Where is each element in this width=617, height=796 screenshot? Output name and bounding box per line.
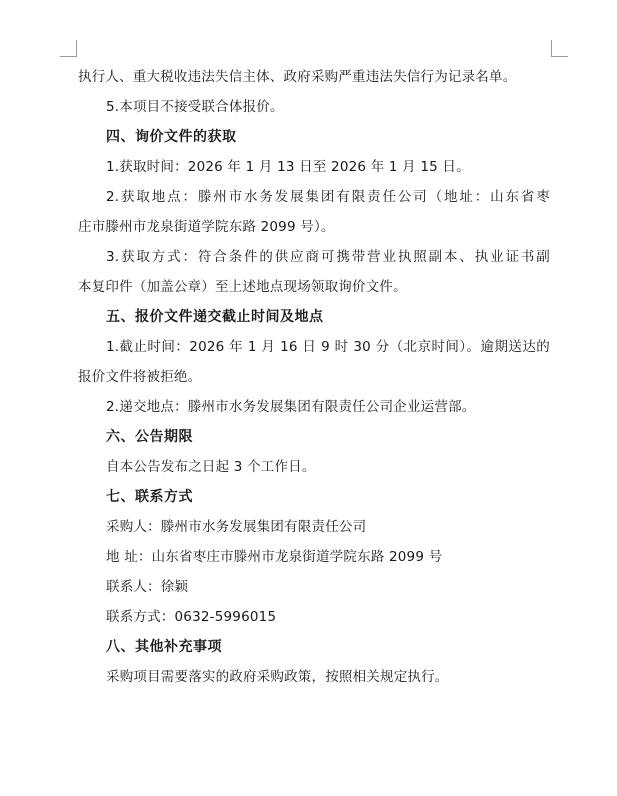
- section-heading: 八、其他补充事项: [106, 639, 222, 655]
- document-body: [78, 62, 550, 692]
- paragraph-line: 自本公告发布之日起 3 个工作日。: [106, 459, 316, 475]
- paragraph-line: 报价文件将被拒绝。: [78, 369, 202, 385]
- paragraph-line: 本复印件（加盖公章）至上述地点现场领取询价文件。: [78, 279, 407, 295]
- contact-person: 联系人：徐颖: [106, 579, 189, 595]
- paragraph-line: 3.获取方式：符合条件的供应商可携带营业执照副本、执业证书副: [106, 249, 550, 265]
- paragraph-line: 2.递交地点：滕州市水务发展集团有限责任公司企业运营部。: [106, 399, 476, 415]
- contact-address: 地 址：山东省枣庄市滕州市龙泉街道学院东路 2099 号: [106, 549, 443, 565]
- contact-phone: 联系方式：0632-5996015: [106, 609, 277, 625]
- section-heading: 七、联系方式: [106, 489, 193, 505]
- paragraph-line: 1.获取时间：2026 年 1 月 13 日至 2026 年 1 月 15 日。: [106, 159, 470, 175]
- page-corner-mark-top-left: [60, 40, 77, 57]
- paragraph-line: 庄市滕州市龙泉街道学院东路 2099 号）。: [78, 219, 335, 235]
- section-heading: 四、询价文件的获取: [106, 129, 237, 145]
- paragraph-line: 执行人、重大税收违法失信主体、政府采购严重违法失信行为记录名单。: [78, 69, 517, 85]
- page-corner-mark-top-right: [551, 40, 568, 57]
- section-heading: 六、公告期限: [106, 429, 193, 445]
- paragraph-line: 1.截止时间：2026 年 1 月 16 日 9 时 30 分（北京时间）。逾期送达的: [106, 339, 550, 355]
- contact-purchaser: 采购人：滕州市水务发展集团有限责任公司: [106, 519, 367, 535]
- paragraph-line: 2.获取地点：滕州市水务发展集团有限责任公司（地址：山东省枣: [106, 189, 550, 205]
- section-heading: 五、报价文件递交截止时间及地点: [106, 309, 324, 325]
- paragraph-line: 采购项目需要落实的政府采购政策，按照相关规定执行。: [106, 669, 449, 685]
- paragraph-line: 5.本项目不接受联合体报价。: [106, 99, 284, 115]
